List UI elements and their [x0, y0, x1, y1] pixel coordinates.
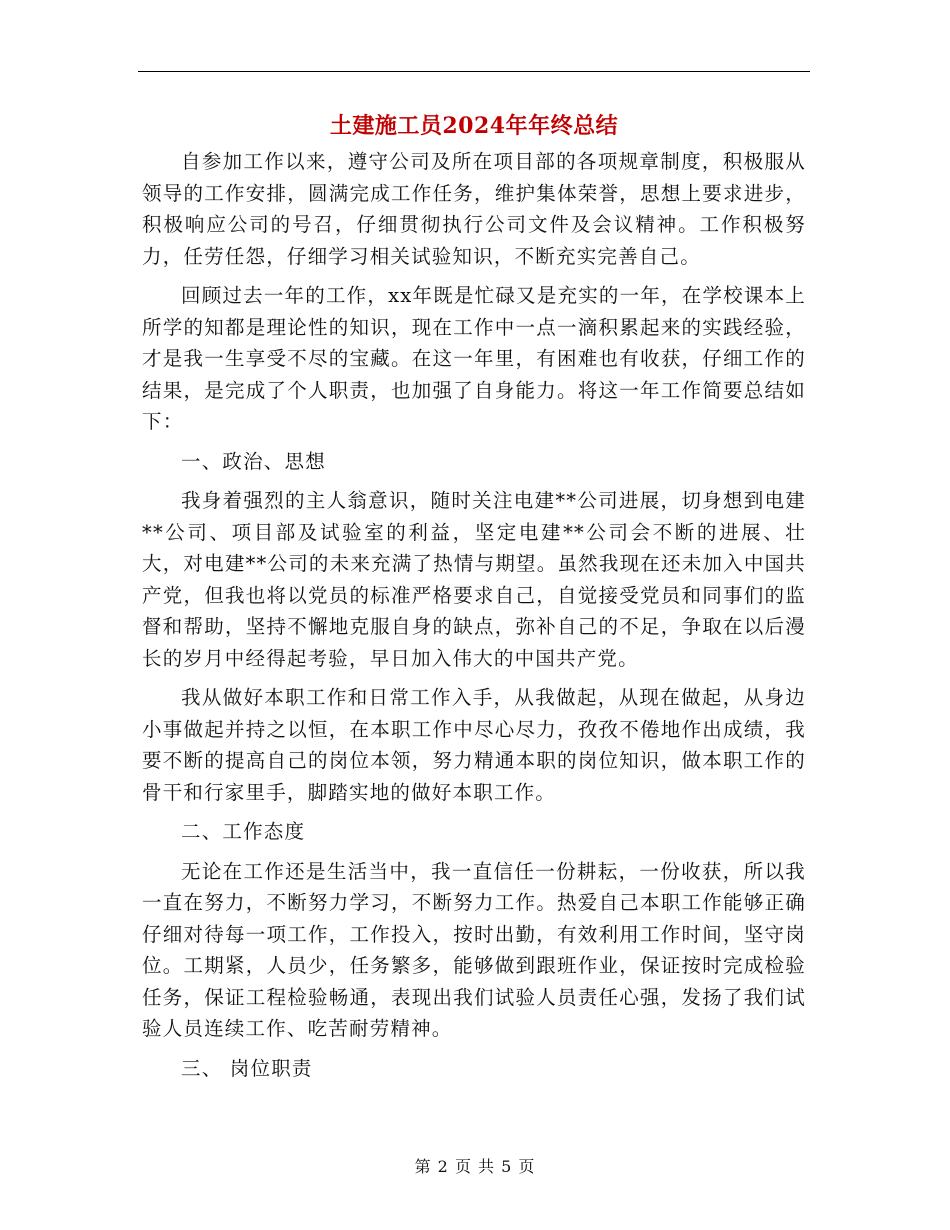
document-body [142, 146, 806, 1092]
paragraph-duty: 我从做好本职工作和日常工作入手，从我做起，从现在做起，从身边小事做起并持之以恒，在本职工作中尽心尽力，孜孜不倦地作出成绩，我要不断的提高自己的岗位本领，努力精通本职的岗位知识，做本职工作的骨干和行家里手，脚踏实地的做好本职工作。 [142, 686, 806, 804]
section-heading-responsibility: 三、 岗位职责 [181, 1056, 313, 1080]
section-heading-politics: 一、政治、思想 [181, 449, 326, 473]
header-rule [138, 71, 810, 72]
paragraph-politics: 我身着强烈的主人翁意识，随时关注电建**公司进展，切身想到电建**公司、项目部及试验室的利益，坚定电建**公司会不断的进展、壮大，对电建**公司的未来充满了热情与期望。虽然我现在还未加入中国共产党，但我也将以党员的标准严格要求自己，自觉接受党员和同事们的监督和帮助，坚持不懈地克服自身的缺点，弥补自己的不足，争取在以后漫长的岁月中经得起考验，早日加入伟大的中国共产党。 [142, 489, 806, 670]
paragraph-intro: 自参加工作以来，遵守公司及所在项目部的各项规章制度，积极服从领导的工作安排，圆满完成工作任务，维护集体荣誉，思想上要求进步，积极响应公司的号召，仔细贯彻执行公司文件及会议精神。工作积极努力，任劳任怨，仔细学习相关试验知识，不断充实完善自己。 [142, 150, 806, 268]
page-footer: 第 2 页 共 5 页 [414, 1157, 536, 1176]
document-title: 土建施工员2024年年终总结 [329, 113, 619, 139]
paragraph-attitude: 无论在工作还是生活当中，我一直信任一份耕耘，一份收获，所以我一直在努力，不断努力学习，不断努力工作。热爱自己本职工作能够正确仔细对待每一项工作，工作投入，按时出勤，有效利用工作时间，坚守岗位。工期紧，人员少，任务繁多，能够做到跟班作业，保证按时完成检验任务，保证工程检验畅通，表现出我们试验人员责任心强，发扬了我们试验人员连续工作、吃苦耐劳精神。 [142, 859, 806, 1040]
paragraph-review: 回顾过去一年的工作，xx年既是忙碌又是充实的一年，在学校课本上所学的知都是理论性的知识，现在工作中一点一滴积累起来的实践经验，才是我一生享受不尽的宝藏。在这一年里，有困难也有收获，仔细工作的结果，是完成了个人职责，也加强了自身能力。将这一年工作简要总结如下： [142, 284, 806, 433]
section-heading-attitude: 二、工作态度 [181, 820, 306, 843]
